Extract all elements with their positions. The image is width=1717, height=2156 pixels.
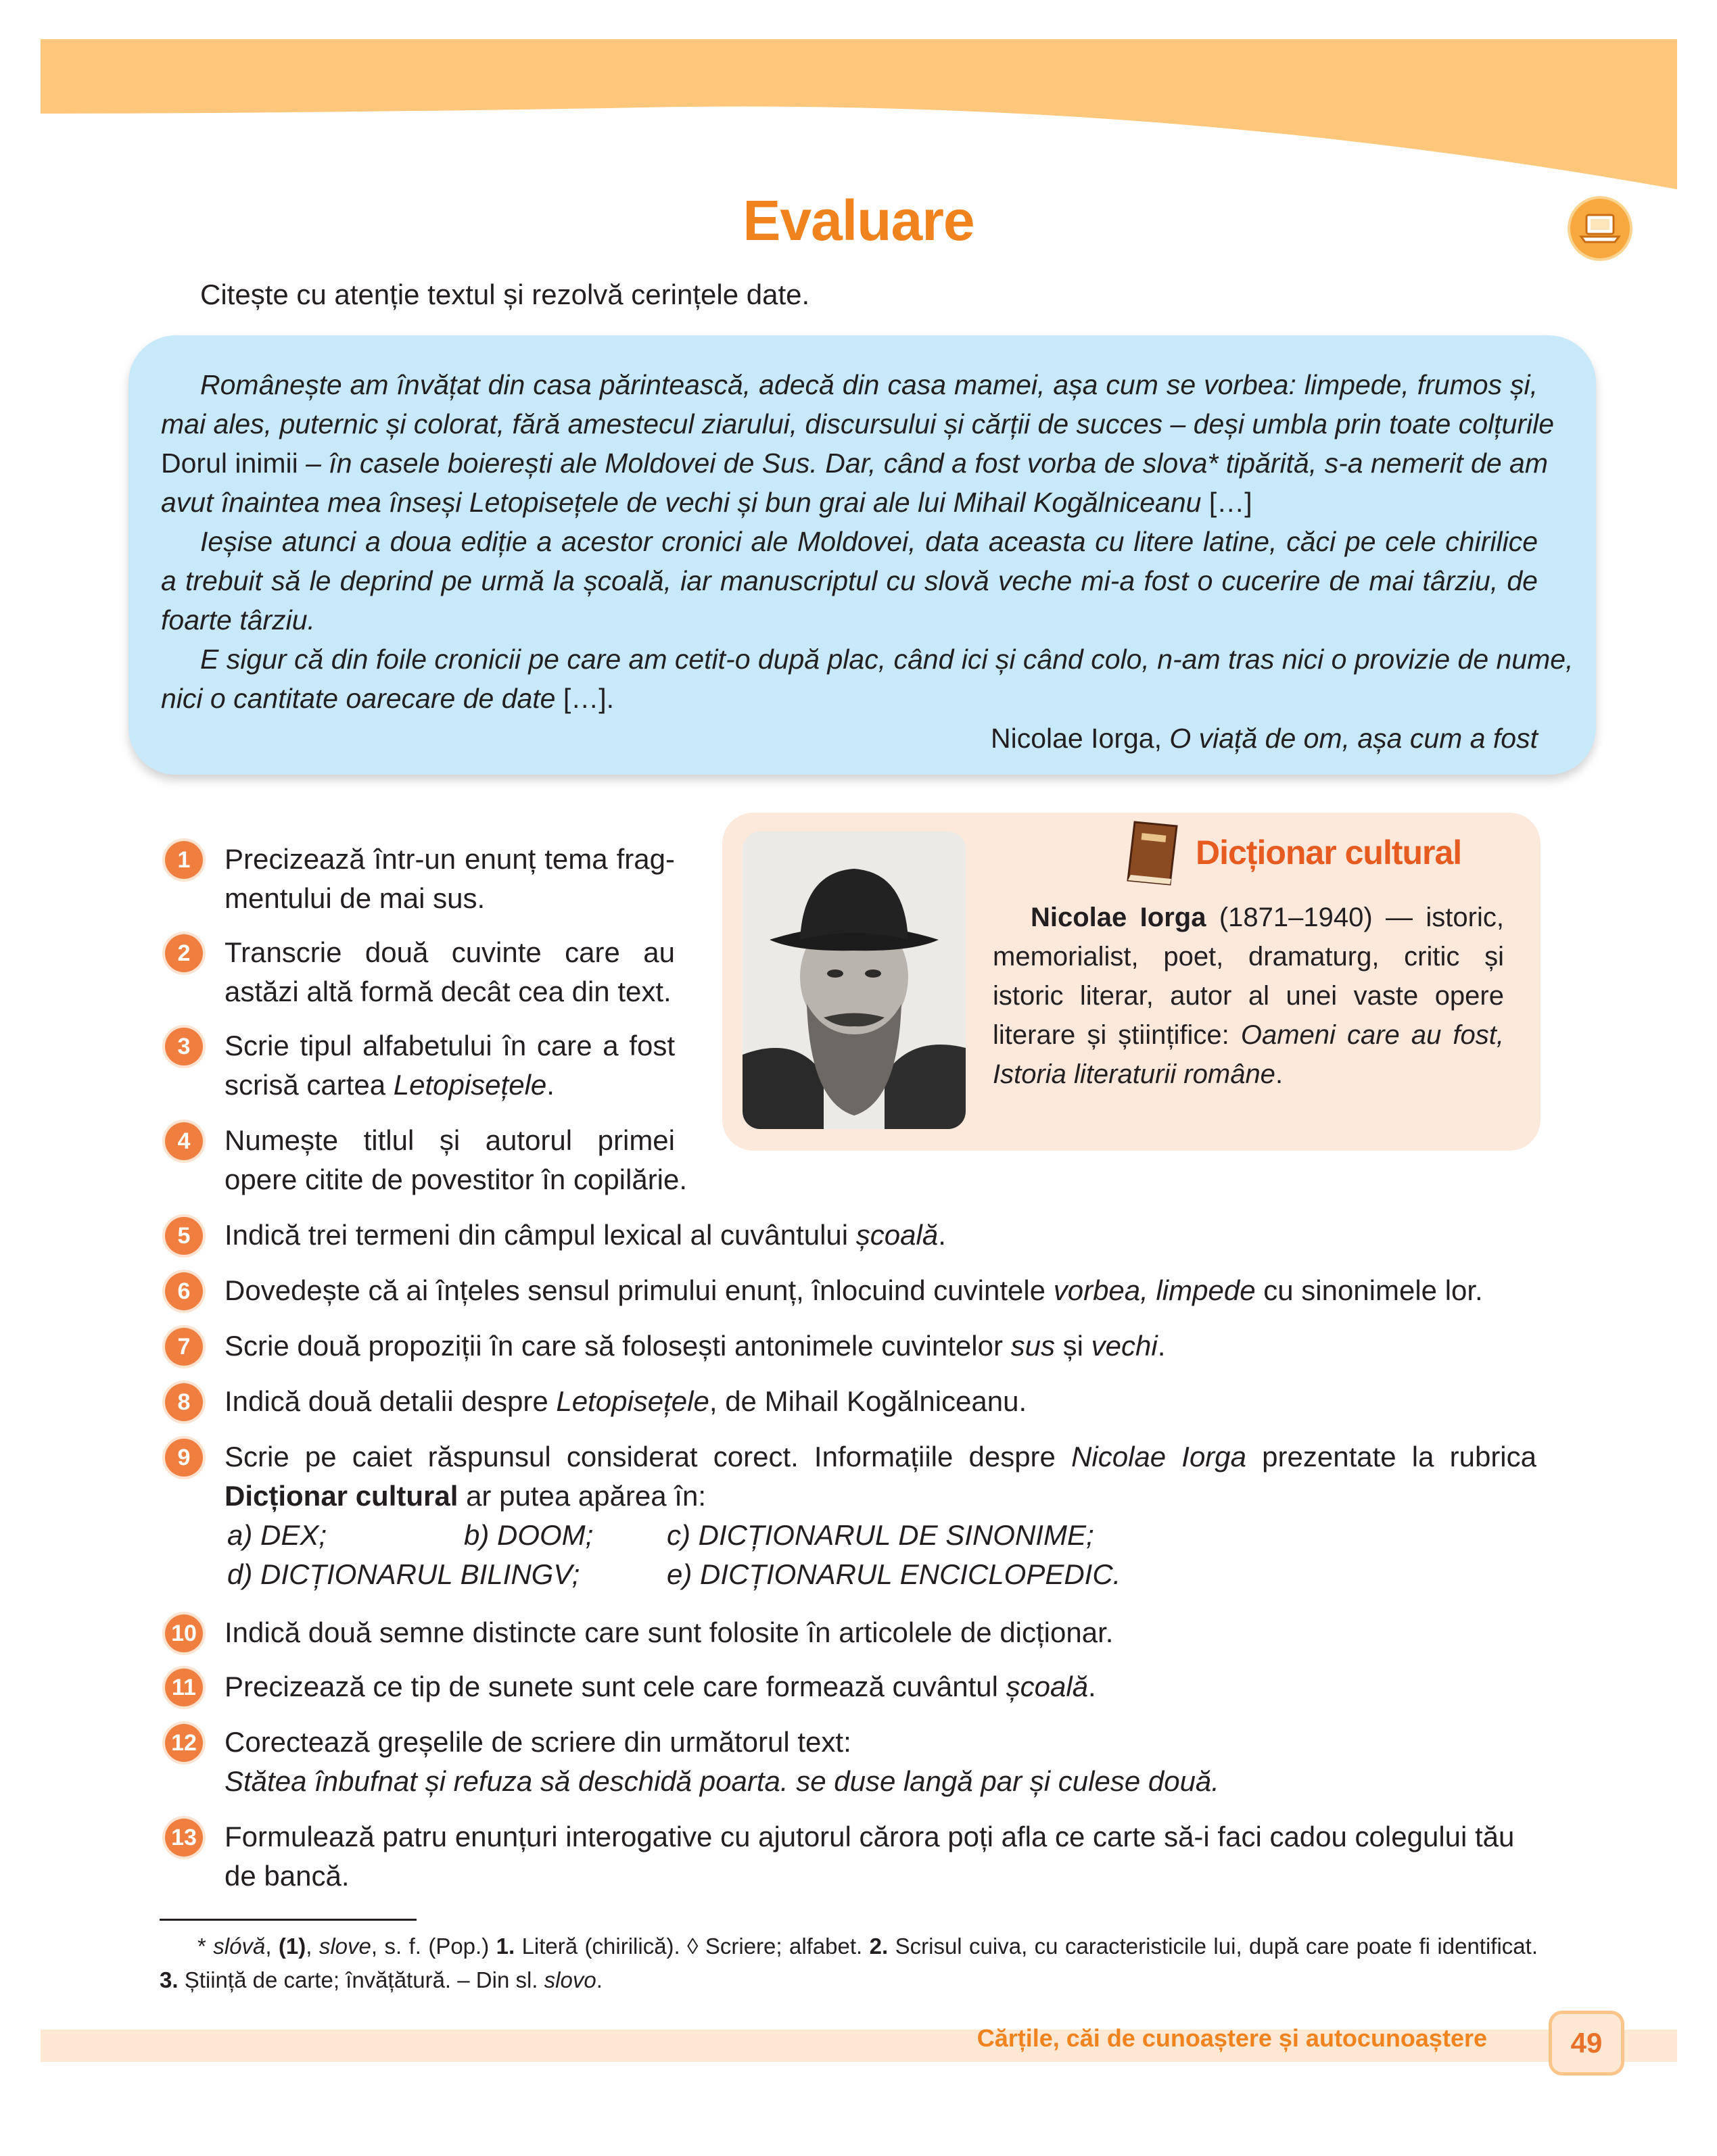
question-text: Scrie tipul alfabetului în care a fost [225, 1030, 675, 1061]
question-text: Transcrie două cuvinte care au [225, 936, 675, 968]
question-text: opere citite de povestitor în copilărie. [225, 1164, 688, 1195]
question-text [225, 1326, 1165, 1366]
passage-line: a trebuit să le deprind pe urmă la școală, iar manuscriptul cu slovă veche mi-a fost o cucerire de mai târziu, de [161, 565, 1538, 596]
question-text-italic: sus [1010, 1330, 1055, 1362]
question-text-part: . [1088, 1671, 1096, 1702]
question-text [225, 1477, 706, 1516]
question-number-badge: 12 [165, 1724, 203, 1762]
passage-text: nici o cantitate oarecare de date [161, 683, 556, 714]
source-title: O viață de om, așa cum a fost [1169, 723, 1538, 754]
passage-upright-text: Dorul inimii [161, 448, 298, 479]
passage-line: foarte târziu. [161, 604, 315, 636]
answer-option-a: a) DEX; [227, 1519, 327, 1551]
passage-line: E sigur că din foile cronicii pe care am cetit-o după plac, când ici și când colo, n-am tras nici o provizie de nume, [200, 644, 1574, 675]
dictionary-text: . [1275, 1059, 1284, 1089]
footnote-text: Scrisul cuiva, cu caracteristicile lui, după care poate fi identificat. [888, 1934, 1538, 1959]
question-text-bold: Dicționar cultural [225, 1480, 458, 1512]
dictionary-line: istoric literar, autor al unei vaste opere [993, 981, 1504, 1011]
answer-option-d: d) DICȚIONARUL BILINGV; [227, 1558, 580, 1590]
question-text: Precizează într-un enunț tema frag- [225, 843, 675, 875]
question-text: Corectează greșelile de scriere din următorul text: [225, 1726, 851, 1758]
dictionary-text: literare și științifice: [993, 1020, 1241, 1050]
dictionary-title: Dicționar cultural [1196, 834, 1462, 871]
dictionary-entry-name: Nicolae Iorga [1031, 903, 1206, 932]
header-band [0, 0, 1717, 196]
footnote-italic: slóvă [213, 1934, 266, 1959]
question-text-italic: vorbea, limpede [1053, 1274, 1256, 1306]
question-number-badge: 11 [165, 1669, 203, 1706]
question-text: Numește titlul și autorul primei [225, 1124, 675, 1156]
footnote-text: Literă (chirilică). ◊ Scriere; alfabet. [515, 1934, 870, 1959]
answer-option-e: e) DICȚIONARUL ENCICLOPEDIC. [667, 1558, 1121, 1590]
page-number: 49 [1549, 2011, 1624, 2076]
question-text-part: Dovedește că ai înțeles sensul primului enunț, înlocuind cuvintele [225, 1274, 1054, 1306]
question-number-badge: 4 [165, 1122, 203, 1160]
footnote-text: , s. f. (Pop.) [371, 1934, 496, 1959]
dictionary-line [993, 898, 1504, 937]
question-text-part: scrisă cartea [225, 1069, 394, 1101]
question-text-part: Scrie pe caiet răspunsul considerat corect. Informațiile despre [225, 1441, 1072, 1472]
question-text: astăzi altă formă decât cea din text. [225, 976, 672, 1007]
question-number-badge: 13 [165, 1819, 203, 1856]
question-text-part: , de Mihail Kogălniceanu. [709, 1385, 1027, 1417]
question-text [225, 1382, 1027, 1421]
question-text: de bancă. [225, 1860, 350, 1892]
question-text-italic: vechi [1091, 1330, 1158, 1362]
question-text: Formulează patru enunțuri interogative cu ajutorul cărora poți afla ce carte să-i faci cadou colegului tău [225, 1821, 1515, 1852]
question-text-part: și [1054, 1330, 1091, 1362]
question-text-part: Scrie două propoziții în care să folosești antonimele cuvintelor [225, 1330, 1011, 1362]
dictionary-text: (1871–1940) — istoric, [1206, 903, 1504, 932]
passage-line: Românește am învățat din casa părintească, adecă din casa mamei, așa cum se vorbea: limpede, frumos și, [200, 369, 1538, 400]
passage-line: mai ales, puternic și colorat, fără amestecul ziarului, discursului și cărții de succes – deși umbla prin toate colțurile [161, 408, 1555, 439]
passage-upright-text: […]. [555, 683, 615, 714]
passage-source [991, 723, 1538, 754]
question-text-italic: Stătea înbufnat și refuza să deschidă poarta. se duse langă par și culese două. [225, 1765, 1219, 1797]
footnote-text: Știință de carte; învățătură. – Din sl. [178, 1967, 544, 1992]
question-text: Indică două semne distincte care sunt folosite în articolele de dicționar. [225, 1616, 1114, 1648]
question-text-part: . [546, 1069, 555, 1101]
question-text-part: Precizează ce tip de sunete sunt cele care formează cuvântul [225, 1671, 1006, 1702]
footnote-italic: slovo [544, 1967, 596, 1992]
question-number-badge: 9 [165, 1439, 203, 1477]
question-text [225, 1667, 1096, 1706]
question-text-italic: Letopisețele [556, 1385, 709, 1417]
answer-option-c: c) DICȚIONARUL DE SINONIME; [667, 1519, 1094, 1551]
footnote-line [160, 1963, 603, 1997]
footnote-text: * [197, 1934, 214, 1959]
footnote-bold: (1) [278, 1934, 306, 1959]
portrait-photo [743, 832, 966, 1129]
question-number-badge: 8 [165, 1383, 203, 1421]
dictionary-line [993, 1055, 1504, 1094]
question-number-badge: 6 [165, 1272, 203, 1310]
question-text: mentului de mai sus. [225, 882, 486, 914]
passage-line [161, 679, 1538, 718]
footnote-bold: 2. [869, 1934, 889, 1959]
question-text-part: . [1157, 1330, 1166, 1362]
question-text-italic: Letopisețele [393, 1069, 547, 1101]
source-author: Nicolae Iorga, [991, 723, 1170, 754]
question-text [225, 1271, 1483, 1310]
page-title: Evaluare [743, 189, 974, 252]
laptop-icon[interactable] [1568, 196, 1632, 261]
passage-upright-text: […] [1201, 487, 1252, 518]
dictionary-line: memorialist, poet, dramaturg, critic și [993, 942, 1504, 972]
footnote-bold: 1. [496, 1934, 515, 1959]
question-number-badge: 7 [165, 1328, 203, 1366]
question-text-part: Indică trei termeni din câmpul lexical al cuvântului [225, 1219, 856, 1251]
intro-instruction: Citește cu atenție textul și rezolvă cerințele date. [200, 279, 810, 310]
dictionary-work-title: Istoria literaturii române [993, 1059, 1275, 1089]
passage-line: Ieșise atunci a doua ediție a acestor cronici ale Moldovei, data aceasta cu litere latine, căci pe cele chirilice [200, 526, 1538, 557]
question-text-part: Indică două detalii despre [225, 1385, 557, 1417]
footnote-line [160, 1930, 1538, 1963]
question-text-part: . [938, 1219, 946, 1251]
question-number-badge: 1 [165, 841, 203, 879]
question-text-italic: școală [855, 1219, 939, 1251]
dictionary-work-title: Oameni care au fost, [1240, 1020, 1504, 1050]
question-text [225, 1437, 1536, 1477]
question-text-italic: școală [1006, 1671, 1089, 1702]
passage-text: avut înaintea mea înseși Letopisețele de vechi și bun grai ale lui Mihail Kogălniceanu [161, 487, 1202, 518]
footnote-italic: slove [319, 1934, 371, 1959]
question-number-badge: 2 [165, 934, 203, 972]
footnote-text: . [596, 1967, 603, 1992]
dictionary-line [993, 1015, 1504, 1055]
question-text [225, 1065, 555, 1105]
question-text-italic: Nicolae Iorga [1071, 1441, 1247, 1472]
question-number-badge: 5 [165, 1217, 203, 1255]
question-text-part: ar putea apărea în: [458, 1480, 707, 1512]
question-text-part: prezentate la rubrica [1246, 1441, 1536, 1472]
question-text [225, 1216, 946, 1255]
question-text-part: cu sinonimele lor. [1255, 1274, 1483, 1306]
chapter-title: Cărțile, căi de cunoaștere și autocunoaștere [977, 2024, 1487, 2052]
passage-line [161, 483, 1538, 522]
passage-text: – în casele boierești ale Moldovei de Sus. Dar, când a fost vorba de slova* tipărită, s-a nemerit de am [298, 448, 1549, 479]
passage-line [161, 444, 1549, 483]
question-number-badge: 10 [165, 1614, 203, 1652]
footnote-bold: 3. [160, 1967, 179, 1992]
footnote-divider [160, 1919, 417, 1921]
book-icon [1123, 817, 1181, 887]
footnote-text: , [306, 1934, 319, 1959]
question-number-badge: 3 [165, 1028, 203, 1065]
answer-option-b: b) DOOM; [464, 1519, 594, 1551]
footnote-text: , [265, 1934, 279, 1959]
